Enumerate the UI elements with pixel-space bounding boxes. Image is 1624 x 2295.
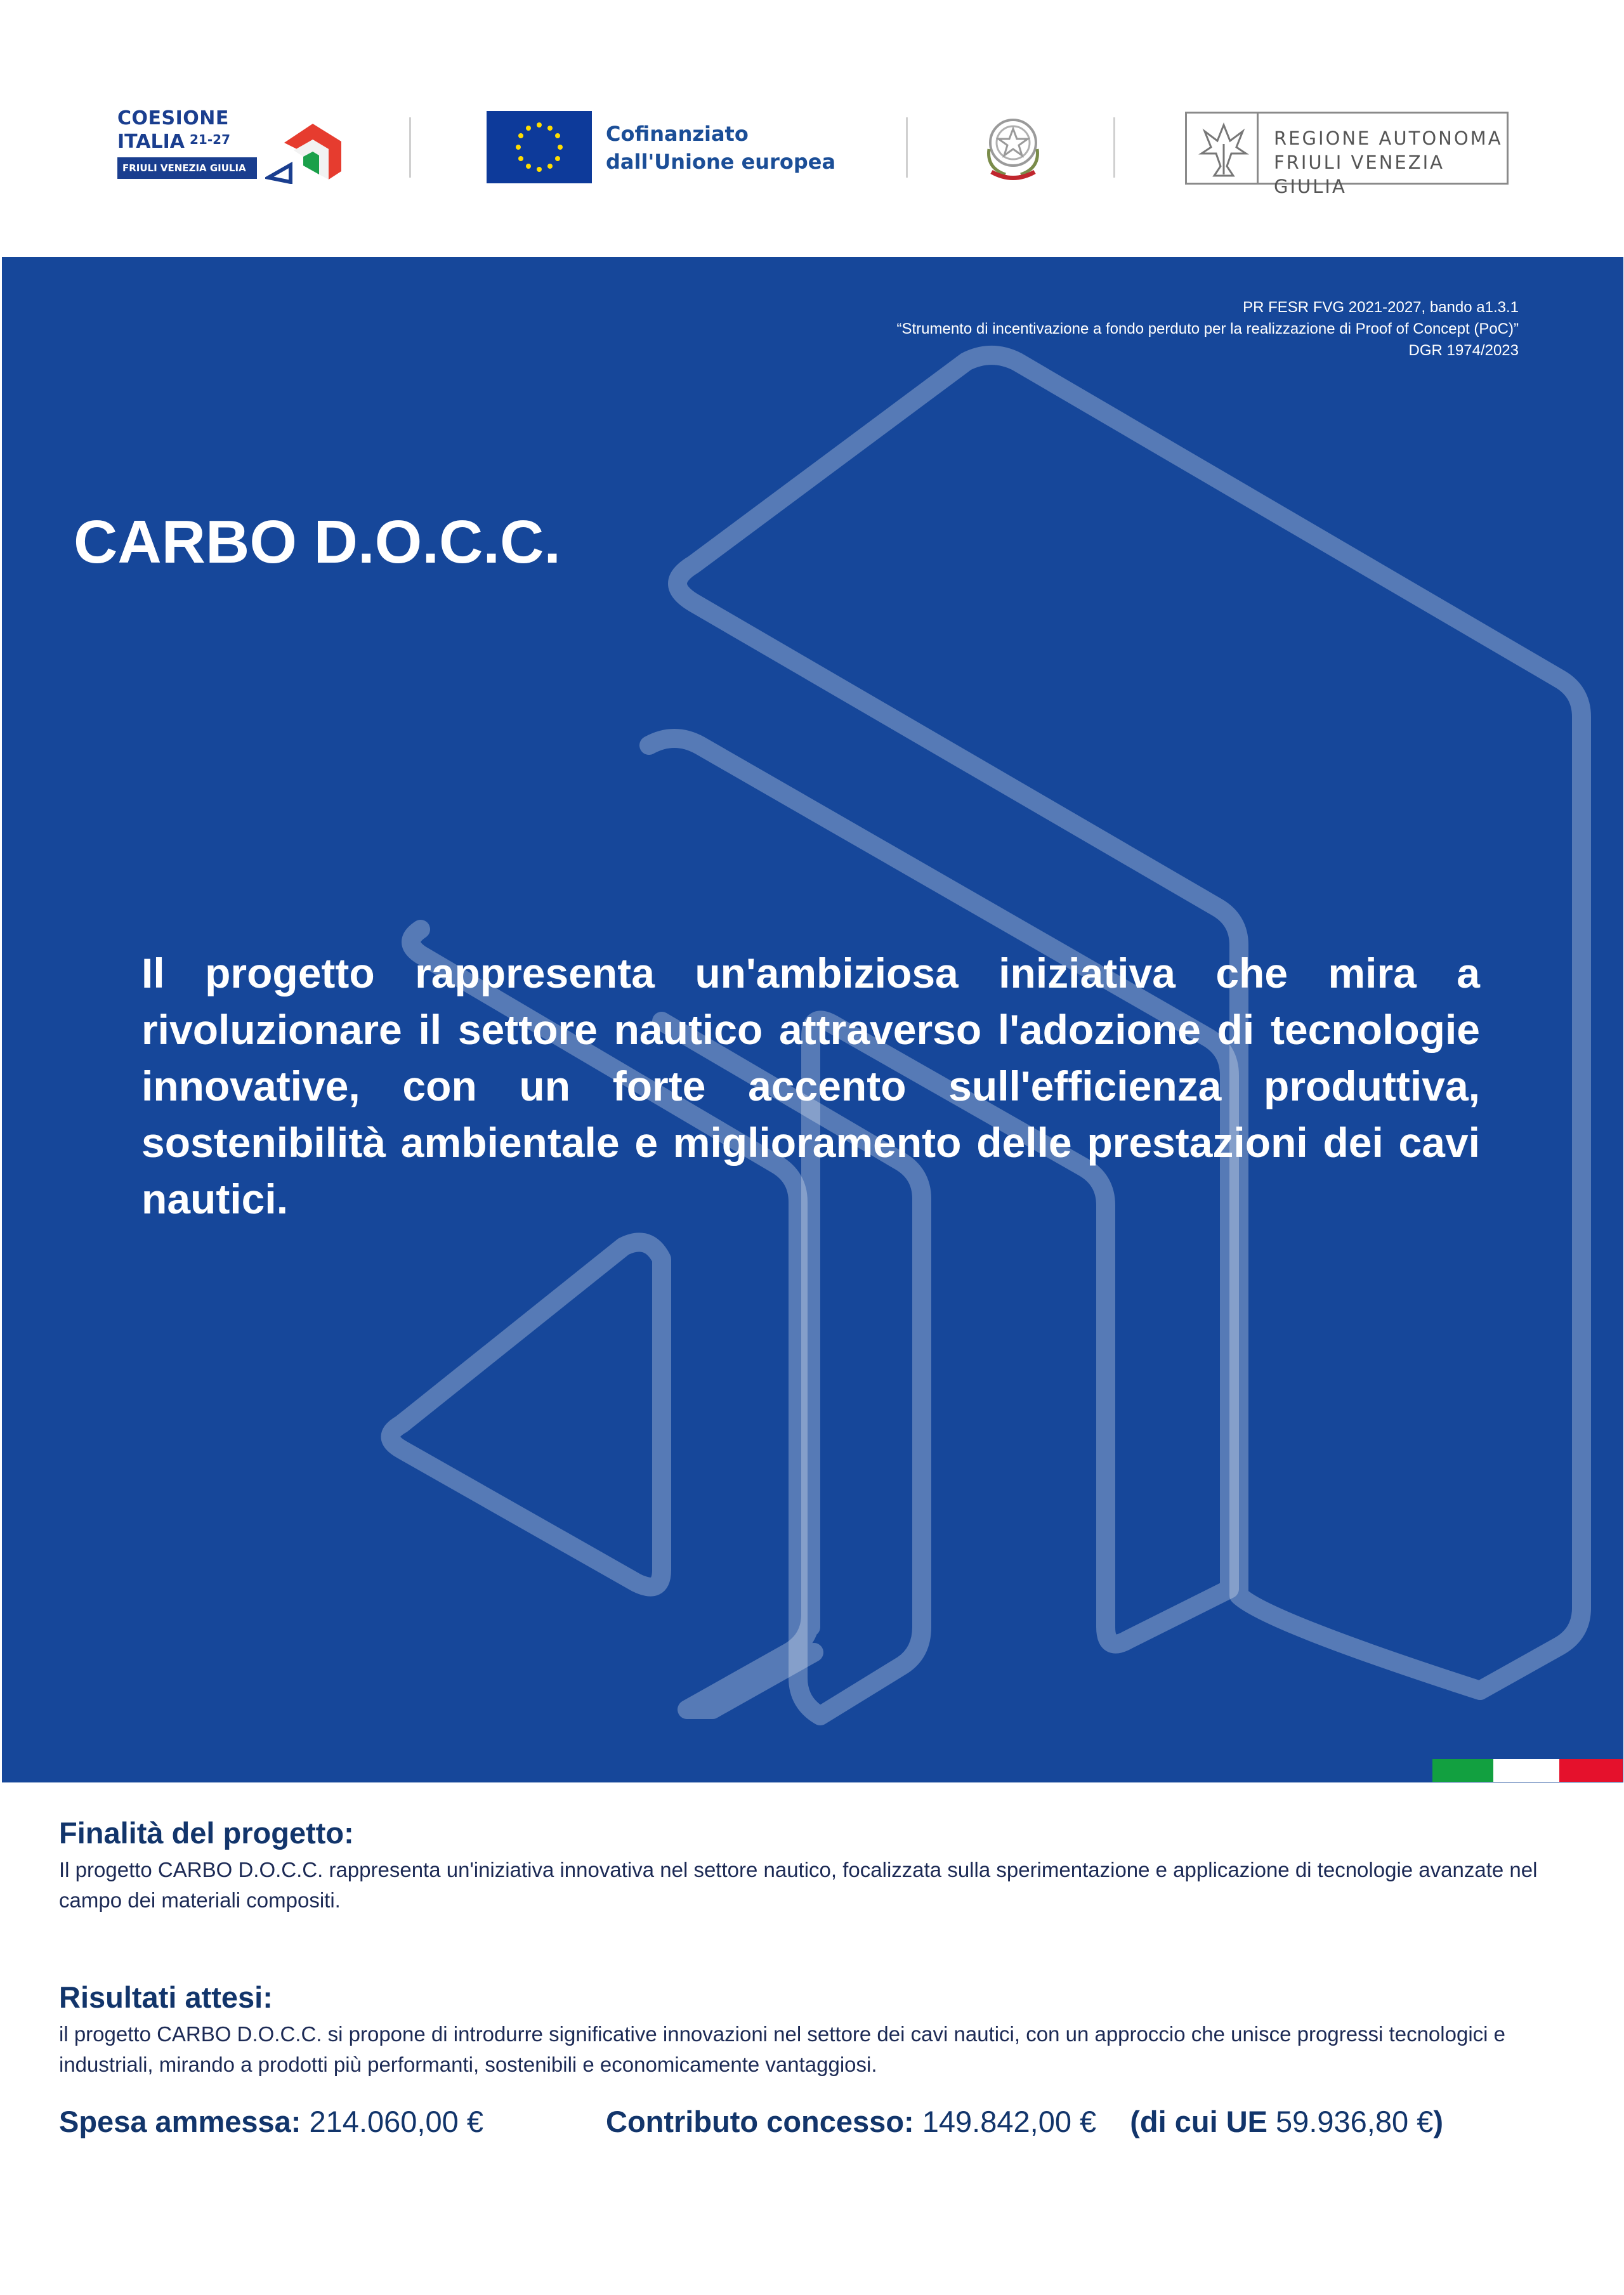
coesione-period: 21-27 <box>190 132 230 147</box>
project-panel <box>2 257 1623 1782</box>
risultati-body: il progetto CARBO D.O.C.C. si propone di introdurre significative innovazioni nel settore dei cavi nautici, con un approccio che unisce progressi tecnologici e industriali, mirando a prodotti più performanti, sostenibili e economicamente vantaggiosi. <box>59 2022 1505 2076</box>
risultati-heading: Risultati attesi: <box>59 1980 273 2014</box>
coesione-italia-logo <box>116 108 344 190</box>
coesione-line1: COESIONE <box>117 107 229 129</box>
ref-line3: DGR 1974/2023 <box>1408 342 1519 359</box>
ref-line1: PR FESR FVG 2021-2027, bando a1.3.1 <box>1243 299 1519 316</box>
spesa-ammessa <box>59 2104 483 2140</box>
coesione-line2 <box>117 129 230 153</box>
ref-line2: “Strumento di incentivazione a fondo perduto per la realizzazione di Proof of Concept (PoC)” <box>896 320 1519 337</box>
logo-divider <box>906 117 908 178</box>
spesa-value: 214.060,00 € <box>309 2105 483 2138</box>
regione-line2: FRIULI VENEZIA GIULIA <box>1274 152 1444 197</box>
coesione-fvg-badge: FRIULI VENEZIA GIULIA <box>117 157 257 179</box>
eu-text <box>606 120 835 176</box>
ue-open: (di cui UE <box>1130 2105 1267 2138</box>
eu-line1: Cofinanziato <box>606 122 749 146</box>
logo-divider <box>1113 117 1115 178</box>
logo-bar <box>0 0 1624 254</box>
regione-line1: REGIONE AUTONOMA <box>1274 128 1503 149</box>
eu-flag-icon <box>487 111 592 183</box>
finalita-heading: Finalità del progetto: <box>59 1816 354 1850</box>
regione-fvg-logo <box>1185 112 1509 197</box>
tricolor-red <box>1559 1759 1623 1782</box>
regione-separator <box>1257 114 1259 183</box>
project-title: CARBO D.O.C.C. <box>74 508 561 576</box>
call-reference <box>896 297 1519 362</box>
eu-line2: dall'Unione europea <box>606 150 836 174</box>
tricolor-white <box>1493 1759 1559 1782</box>
contributo-concesso <box>606 2104 1443 2140</box>
eagle-icon <box>1198 119 1249 179</box>
coesione-italia-text: ITALIA <box>117 131 185 153</box>
project-description: Il progetto rappresenta un'ambiziosa iniziativa che mira a rivoluzionare il settore nautico attraverso l'adozione di tecnologie innovative, con un forte accento sull'efficienza produttiva, sostenibilità ambientale e miglioramento delle prestazioni dei cavi nautici. <box>141 950 1480 1222</box>
coesione-arrows-icon <box>265 111 344 184</box>
italian-tricolor-stripe <box>1432 1759 1623 1782</box>
contributo-label: Contributo concesso: <box>606 2105 914 2138</box>
ue-close: ) <box>1433 2105 1443 2138</box>
logo-divider <box>409 117 411 178</box>
regione-text <box>1274 126 1507 199</box>
spesa-label: Spesa ammessa: <box>59 2105 301 2138</box>
tricolor-green <box>1432 1759 1493 1782</box>
ue-value: 59.936,80 € <box>1276 2105 1434 2138</box>
contributo-value: 149.842,00 € <box>922 2105 1097 2138</box>
eu-cofinanced-logo <box>487 111 855 186</box>
finalita-body: Il progetto CARBO D.O.C.C. rappresenta un'iniziativa innovativa nel settore nautico, focalizzata sulla sperimentazione e applicazione di tecnologie avanzate nel campo dei materiali compositi. <box>59 1858 1538 1912</box>
italian-republic-emblem-icon <box>980 111 1047 184</box>
